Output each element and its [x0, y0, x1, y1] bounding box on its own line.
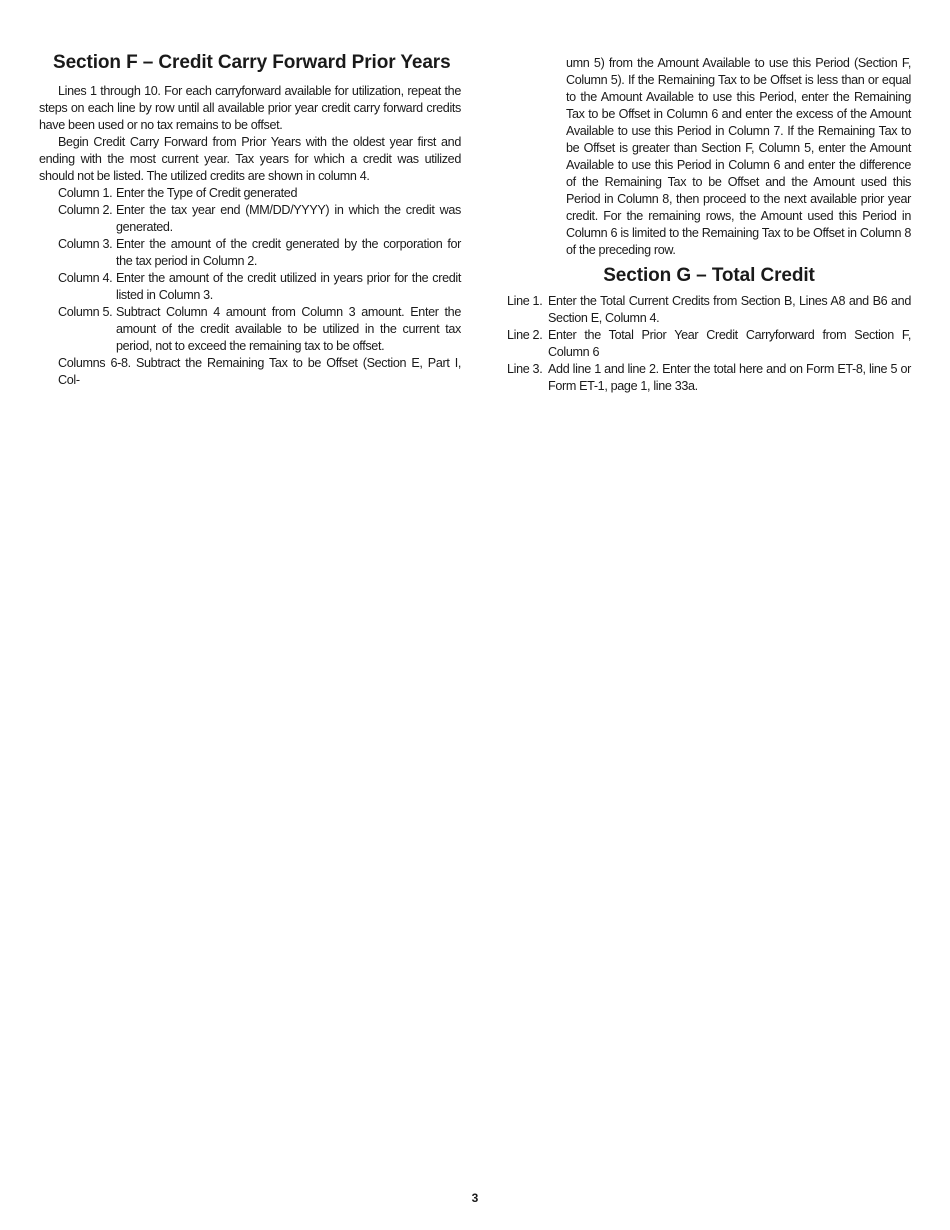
column-text: Enter the amount of the credit utilized in years prior for the credit listed in Column 3. — [116, 271, 461, 302]
section-f-title: Section F – Credit Carry Forward Prior Years — [53, 52, 451, 73]
column-label: Column 1. — [58, 186, 113, 200]
line-label: Line 2. — [507, 328, 543, 342]
right-column — [507, 55, 911, 395]
line-text: Enter the Total Current Credits from Section B, Lines A8 and B6 and Section E, Column 4. — [548, 294, 911, 325]
line-text: Add line 1 and line 2. Enter the total here and on Form ET-8, line 5 or Form ET-1, page 1, line 33a. — [548, 362, 911, 393]
left-column — [39, 52, 461, 389]
page-number: 3 — [471, 1191, 479, 1205]
list-item — [507, 361, 911, 395]
list-item — [507, 293, 911, 327]
line-label: Line 1. — [507, 294, 543, 308]
list-item — [39, 304, 461, 355]
column-label: Column 4. — [58, 271, 113, 285]
section-g-title: Section G – Total Credit — [603, 265, 815, 286]
line-text: Enter the Total Prior Year Credit Carryforward from Section F, Column 6 — [548, 328, 911, 359]
list-item — [39, 202, 461, 236]
columns-6-8-continued: umn 5) from the Amount Available to use this Period (Section F, Column 5). If the Remaining Tax to be Offset is less than or equal to the Amount Available to use this Period, enter the Remaining Tax to be Offset in Column 6 and enter the excess of the Amount Available to use this Period in Column 7. If the Remaining Tax to be Offset is greater than Section F, Column 5, enter the Amount Available to use this Period in Column 6 and enter the difference of the Remaining Tax to be Offset and the Amount used this Period in Column 8, then proceed to the next available prior year credit. For the remaining rows, the Amount used this Period in Column 6 is limited to the Remaining Tax to be Offset in Column 8 of the preceding row. — [566, 56, 911, 257]
section-f-order-paragraph: Begin Credit Carry Forward from Prior Years with the oldest year first and ending with the most current year. Tax years for which a credit was utilized should not be listed. The utilized credits are shown in column 4. — [39, 135, 461, 183]
column-text: Enter the tax year end (MM/DD/YYYY) in which the credit was generated. — [116, 203, 461, 234]
column-text: Subtract Column 4 amount from Column 3 amount. Enter the amount of the credit available to be utilized in the current tax period, not to exceed the remaining tax to be offset. — [116, 305, 461, 353]
list-item — [507, 327, 911, 361]
list-item — [39, 185, 461, 202]
column-instructions-list — [39, 185, 461, 355]
columns-6-8-instruction: Columns 6-8. Subtract the Remaining Tax to be Offset (Section E, Part I, Col- — [58, 356, 461, 387]
column-label: Column 2. — [58, 203, 113, 217]
list-item — [39, 236, 461, 270]
list-item — [39, 270, 461, 304]
column-text: Enter the amount of the credit generated by the corporation for the tax period in Column 2. — [116, 237, 461, 268]
column-label: Column 3. — [58, 237, 113, 251]
column-text: Enter the Type of Credit generated — [116, 186, 298, 200]
line-instructions-list — [507, 293, 911, 395]
section-f-intro-paragraph: Lines 1 through 10. For each carryforward available for utilization, repeat the steps on each line by row until all available prior year credit carry forward credits have been used or no tax remains to be offset. — [39, 84, 461, 132]
line-label: Line 3. — [507, 362, 543, 376]
column-label: Column 5. — [58, 305, 113, 319]
